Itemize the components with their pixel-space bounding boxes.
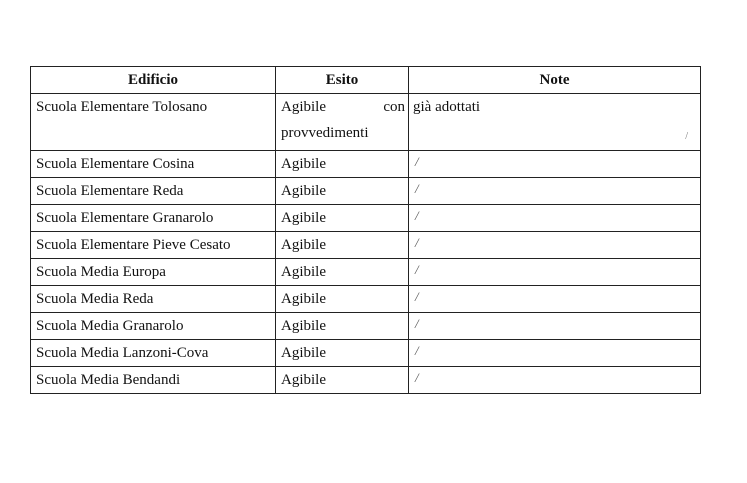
cell-note [409, 286, 701, 313]
note-text: / [415, 289, 419, 304]
esito-text: Agibile [281, 237, 326, 253]
edificio-text: Scuola Media Lanzoni-Cova [36, 345, 209, 361]
esito-text: Agibile [281, 372, 326, 388]
esito-word: con [383, 99, 405, 115]
note-text: / [415, 262, 419, 277]
cell-note [409, 205, 701, 232]
edificio-text: Scuola Media Europa [36, 264, 166, 280]
table-row [31, 286, 701, 313]
table-row [31, 178, 701, 205]
cell-note [409, 232, 701, 259]
table-row [31, 151, 701, 178]
cell-edificio [31, 178, 276, 205]
cell-edificio [31, 367, 276, 394]
table-row [31, 367, 701, 394]
cell-esito [276, 259, 409, 286]
header-edificio: Edificio [31, 67, 276, 94]
edificio-text: Scuola Media Reda [36, 291, 154, 307]
header-note: Note [409, 67, 701, 94]
note-text: / [415, 370, 419, 385]
cell-edificio [31, 313, 276, 340]
table-row [31, 94, 701, 151]
cell-edificio [31, 94, 276, 151]
esito-text: Agibile [281, 345, 326, 361]
table-row [31, 232, 701, 259]
cell-note [409, 367, 701, 394]
table-row [31, 205, 701, 232]
cell-esito [276, 367, 409, 394]
edificio-text: Scuola Elementare Granarolo [36, 210, 214, 226]
edificio-text: Scuola Elementare Reda [36, 183, 184, 199]
note-text: / [415, 343, 419, 358]
edificio-text: Scuola Elementare Cosina [36, 156, 195, 172]
cell-esito [276, 286, 409, 313]
header-esito: Esito [276, 67, 409, 94]
edificio-text: Scuola Elementare Tolosano [36, 99, 208, 115]
cell-note [409, 178, 701, 205]
note-text: / [415, 208, 419, 223]
table-row [31, 259, 701, 286]
cell-esito [276, 94, 409, 151]
esito-text: Agibile [281, 183, 326, 199]
esito-word: Agibile [281, 99, 326, 115]
cell-esito [276, 313, 409, 340]
note-text: / [415, 154, 419, 169]
cell-edificio [31, 232, 276, 259]
table-header-row [31, 67, 701, 94]
table-row [31, 313, 701, 340]
note-mark: / [685, 131, 688, 142]
esito-text: provvedimenti [281, 125, 369, 141]
cell-note [409, 151, 701, 178]
cell-esito [276, 340, 409, 367]
cell-note [409, 313, 701, 340]
esito-text: Agibile [281, 318, 326, 334]
esito-text: Agibile [281, 156, 326, 172]
note-text: / [415, 181, 419, 196]
esito-text: Agibile [281, 210, 326, 226]
cell-edificio [31, 286, 276, 313]
edificio-text: Scuola Media Granarolo [36, 318, 184, 334]
esito-text: Agibile [281, 291, 326, 307]
note-text: / [415, 316, 419, 331]
table-row [31, 340, 701, 367]
note-text: già adottati [413, 99, 481, 115]
esito-text: Agibile [281, 264, 326, 280]
cell-esito [276, 232, 409, 259]
cell-edificio [31, 259, 276, 286]
cell-note [409, 340, 701, 367]
edificio-text: Scuola Media Bendandi [36, 372, 181, 388]
cell-edificio [31, 340, 276, 367]
cell-edificio [31, 151, 276, 178]
cell-esito [276, 178, 409, 205]
cell-note [409, 259, 701, 286]
cell-esito [276, 205, 409, 232]
agibilita-table [30, 66, 701, 394]
cell-esito [276, 151, 409, 178]
note-text: / [415, 235, 419, 250]
cell-note [409, 94, 701, 151]
cell-edificio [31, 205, 276, 232]
edificio-text: Scuola Elementare Pieve Cesato [36, 237, 231, 253]
